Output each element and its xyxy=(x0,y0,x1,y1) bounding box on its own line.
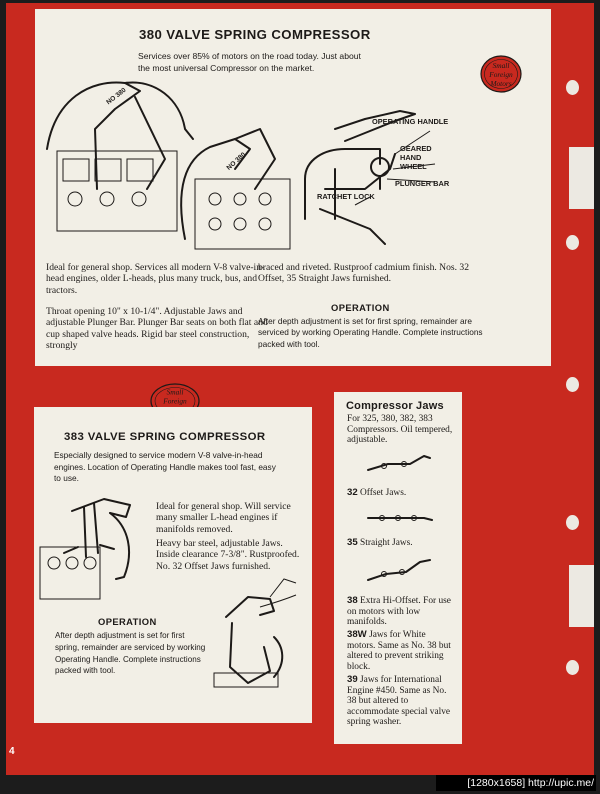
jaw-text: Offset Jaws. xyxy=(360,488,407,498)
compressor-383-subtitle: Especially designed to service modern V-8 valve-in-head engines. Location of Operating Handle makes tool fast, easy to use. xyxy=(54,450,276,484)
compressor-380-specs: Throat opening 10" x 10-1/4". Adjustable Jaws and adjustable Plunger Bar. Plunger Bar seats on both flat and cup shaped valve heads. Rigid bar steel construction, strongly xyxy=(46,306,268,351)
jaw-number: 38W xyxy=(347,629,367,640)
compressor-383-panel xyxy=(34,407,312,723)
operation-heading: OPERATION xyxy=(98,616,157,627)
jaw-number: 39 xyxy=(347,674,358,685)
small-foreign-motors-seal xyxy=(479,54,523,94)
compressor-383-specs: Heavy bar steel, adjustable Jaws. Inside clearance 7-3/8". Rustproofed. No. 32 Offset Jaws furnished. xyxy=(156,538,300,572)
svg-text:Motors: Motors xyxy=(490,79,512,88)
jaw-item-32 xyxy=(347,488,406,499)
jaws-title: Compressor Jaws xyxy=(346,400,444,412)
jaw-text: Jaws for International Engine #450. Same as No. 38 but altered to accommodate special valve spring washer. xyxy=(347,675,451,728)
jaw-item-39 xyxy=(347,675,453,728)
image-source-footer: [1280x1658] http://upic.me/ xyxy=(436,775,596,791)
jaw-number: 38 xyxy=(347,595,358,606)
punch-hole xyxy=(566,377,579,392)
divider-tab xyxy=(569,565,594,627)
compressor-380-title: 380 VALVE SPRING COMPRESSOR xyxy=(139,27,371,42)
operation-text: After depth adjustment is set for first spring, remainder are serviced by working Operating Handle. Complete instructions packed with tool. xyxy=(258,316,483,349)
jaw-number: 32 xyxy=(347,487,358,498)
operation-heading: OPERATION xyxy=(331,302,390,313)
svg-text:Foreign: Foreign xyxy=(163,396,187,406)
tool-label: NO 380 xyxy=(225,151,248,172)
divider-tab xyxy=(569,147,594,209)
jaw-text: Jaws for White motors. Same as No. 38 but altered to prevent striking block. xyxy=(347,630,451,672)
compressor-380-description: Ideal for general shop. Services all modern V-8 valve-in-head engines, older L-heads, plus many truck, bus, and tractors. xyxy=(46,262,265,296)
punch-hole xyxy=(566,515,579,530)
svg-text:Small: Small xyxy=(492,61,510,70)
compressor-380-panel xyxy=(35,9,551,366)
punch-hole xyxy=(566,80,579,95)
punch-hole xyxy=(566,660,579,675)
jaws-intro: For 325, 380, 382, 383 Compressors. Oil tempered, adjustable. xyxy=(347,414,453,446)
page-number: 4 xyxy=(9,746,15,757)
compressor-383-title: 383 VALVE SPRING COMPRESSOR xyxy=(64,431,266,443)
callout-ratchet-lock: RATCHET LOCK xyxy=(317,192,375,201)
callout-geared-hand-wheel: GEARED HAND WHEEL xyxy=(400,144,432,171)
callout-plunger-bar: PLUNGER BAR xyxy=(395,179,450,188)
jaw-illustration-35 xyxy=(364,506,434,530)
svg-text:Small: Small xyxy=(166,387,184,397)
jaw-illustration-32 xyxy=(364,452,434,476)
compressor-380-subtitle: Services over 85% of motors on the road today. Just about the most universal Compressor on the market. xyxy=(138,51,361,73)
svg-text:Foreign: Foreign xyxy=(489,70,513,79)
compressor-383-description: Ideal for general shop. Will service many smaller L-head engines if manifolds removed. xyxy=(156,501,291,535)
jaw-item-38 xyxy=(347,596,453,628)
compressor-380-finish: braced and riveted. Rustproof cadmium finish. Nos. 32 Offset, 35 Straight Jaws furnished. xyxy=(258,262,470,285)
punch-hole xyxy=(566,235,579,250)
jaw-number: 35 xyxy=(347,537,358,548)
jaw-text: Straight Jaws. xyxy=(360,538,413,548)
operation-text: After depth adjustment is set for first spring, remainder are serviced by working Operating Handle. Complete instructions packed with tool. xyxy=(55,631,206,676)
jaw-illustration-38 xyxy=(364,556,434,586)
tool-label: NO 380 xyxy=(105,86,128,107)
jaw-item-35 xyxy=(347,538,413,549)
jaw-item-38w xyxy=(347,630,453,672)
callout-operating-handle: OPERATING HANDLE xyxy=(372,117,449,126)
compressor-jaws-panel xyxy=(334,392,462,744)
jaw-text: Extra Hi-Offset. For use on motors with low manifolds. xyxy=(347,596,451,628)
